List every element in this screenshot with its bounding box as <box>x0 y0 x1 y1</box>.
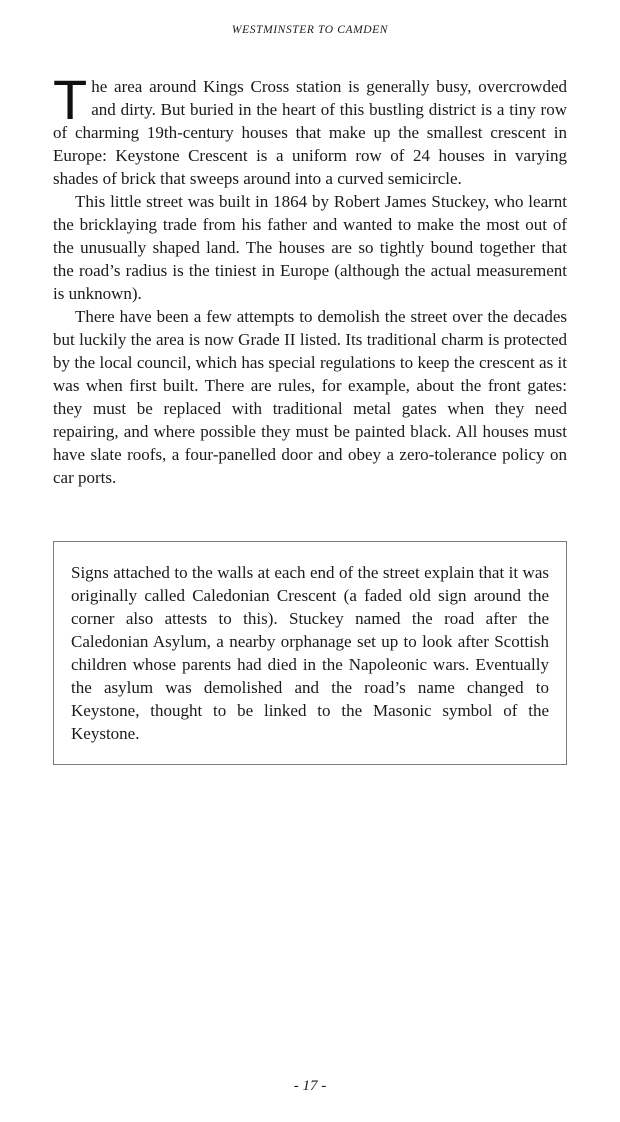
paragraph-1 <box>53 68 567 190</box>
paragraph-3: There have been a few attempts to demolish the street over the decades but luckily the area is now Grade II listed. Its traditional charm is protected by the local council, which has special regulations to keep the crescent as it was when first built. There are rules, for example, about the front gates: they must be replaced with traditional metal gates when they need repairing, and where possible they must be painted black. All houses must have slate roofs, a four-panelled door and obey a zero-tolerance policy on car ports. <box>53 307 567 487</box>
drop-cap: T <box>53 68 88 131</box>
paragraph-1-text: he area around Kings Cross station is generally busy, overcrowded and dirty. But buried in the heart of this bustling district is a tiny row of charming 19th-century houses that make up the smallest crescent in Europe: Keystone Crescent is a uniform row of 24 houses in varying shades of brick that sweeps around into a curved semicircle. <box>53 77 567 188</box>
sidebar-box <box>53 541 567 765</box>
page-number: - 17 - <box>293 1078 327 1094</box>
running-head: WESTMINSTER TO CAMDEN <box>231 24 389 36</box>
article-body <box>53 68 567 489</box>
paragraph-2: This little street was built in 1864 by Robert James Stuckey, who learnt the bricklaying trade from his father and wanted to make the most out of the unusually shaped land. The houses are so tightly bound together that the road’s radius is the tiniest in Europe (although the actual measurement is unknown). <box>53 192 567 303</box>
sidebar-text: Signs attached to the walls at each end of the street explain that it was originally called Caledonian Crescent (a faded old sign around the corner also attests to this). Stuckey named the road after the Caledonian Asylum, a nearby orphanage set up to look after Scottish children whose parents had died in the Napoleonic wars. Eventually the asylum was demolished and the road’s name changed to Keystone, thought to be linked to the Masonic symbol of the Keystone. <box>71 563 549 743</box>
